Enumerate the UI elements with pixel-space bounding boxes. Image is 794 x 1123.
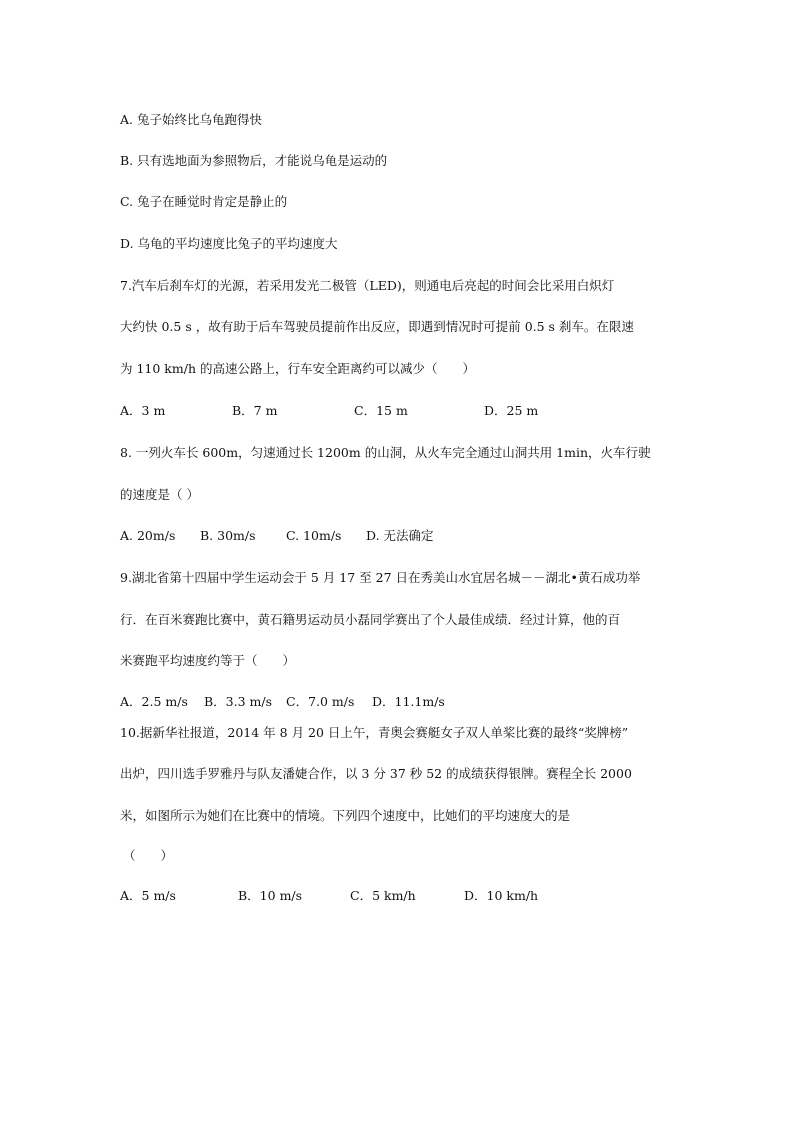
q6-option-c: C. 兔子在睡觉时肯定是静止的 <box>120 194 288 209</box>
q10-line-1: 10.据新华社报道，2014 年 8 月 20 日上午，青奥会赛艇女子双人单桨比赛的最终“奖牌榜” <box>120 725 629 740</box>
q7-line-3: 为 110 km/h 的高速公路上，行车安全距离约可以减少（ ） <box>120 361 475 376</box>
q8-option-c: C. 10m/s <box>286 528 342 543</box>
q9-option-a: A．2.5 m/s <box>120 694 188 709</box>
q10-option-c: C．5 km/h <box>350 888 416 903</box>
q8-option-d: D. 无法确定 <box>366 528 434 543</box>
q9-line-2: 行．在百米赛跑比赛中，黄石籍男运动员小磊同学赛出了个人最佳成绩．经过计算，他的百 <box>120 612 621 627</box>
q10-option-d: D．10 km/h <box>464 888 539 903</box>
q9-line-3: 米赛跑平均速度约等于（ ） <box>120 653 296 668</box>
q7-option-d: D．25 m <box>484 403 539 418</box>
q10-option-a: A．5 m/s <box>120 888 176 903</box>
q9-line-1: 9.湖北省第十四届中学生运动会于 5 月 17 至 27 日在秀美山水宜居名城－－湖北•黄石成功举 <box>120 570 641 585</box>
q6-option-d: D. 乌龟的平均速度比兔子的平均速度大 <box>120 236 338 251</box>
q8-option-b: B. 30m/s <box>200 528 256 543</box>
q7-line-1: 7.汽车后刹车灯的光源，若采用发光二极管（LED)，则通电后亮起的时间会比采用白炽灯 <box>120 278 615 293</box>
q9-option-b: B．3.3 m/s <box>204 694 273 709</box>
q9-option-c: C．7.0 m/s <box>286 694 355 709</box>
q7-option-b: B．7 m <box>232 403 278 418</box>
q10-line-4: （ ） <box>123 848 174 863</box>
q7-option-a: A．3 m <box>120 403 166 418</box>
q7-option-c: C．15 m <box>354 403 408 418</box>
q6-option-b: B. 只有选地面为参照物后，才能说乌龟是运动的 <box>120 153 388 168</box>
q10-option-b: B．10 m/s <box>238 888 303 903</box>
q7-line-2: 大约快 0.5 s ，故有助于后车驾驶员提前作出反应，即遇到情况时可提前 0.5 s 刹车。在限速 <box>120 319 634 334</box>
q6-option-a: A. 兔子始终比乌龟跑得快 <box>120 112 262 127</box>
q10-line-3: 米，如图所示为她们在比赛中的情境。下列四个速度中，比她们的平均速度大的是 <box>120 808 571 823</box>
q10-line-2: 出炉，四川选手罗雅丹与队友潘婕合作，以 3 分 37 秒 52 的成绩获得银牌。赛程全长 2000 <box>120 766 632 781</box>
q8-line-1: 8. 一列火车长 600m，匀速通过长 1200m 的山洞，从火车完全通过山洞共用 1min，火车行驶 <box>120 445 651 460</box>
q8-option-a: A. 20m/s <box>120 528 176 543</box>
q9-option-d: D．11.1m/s <box>372 694 445 709</box>
q8-line-2: 的速度是（ ） <box>120 487 199 502</box>
